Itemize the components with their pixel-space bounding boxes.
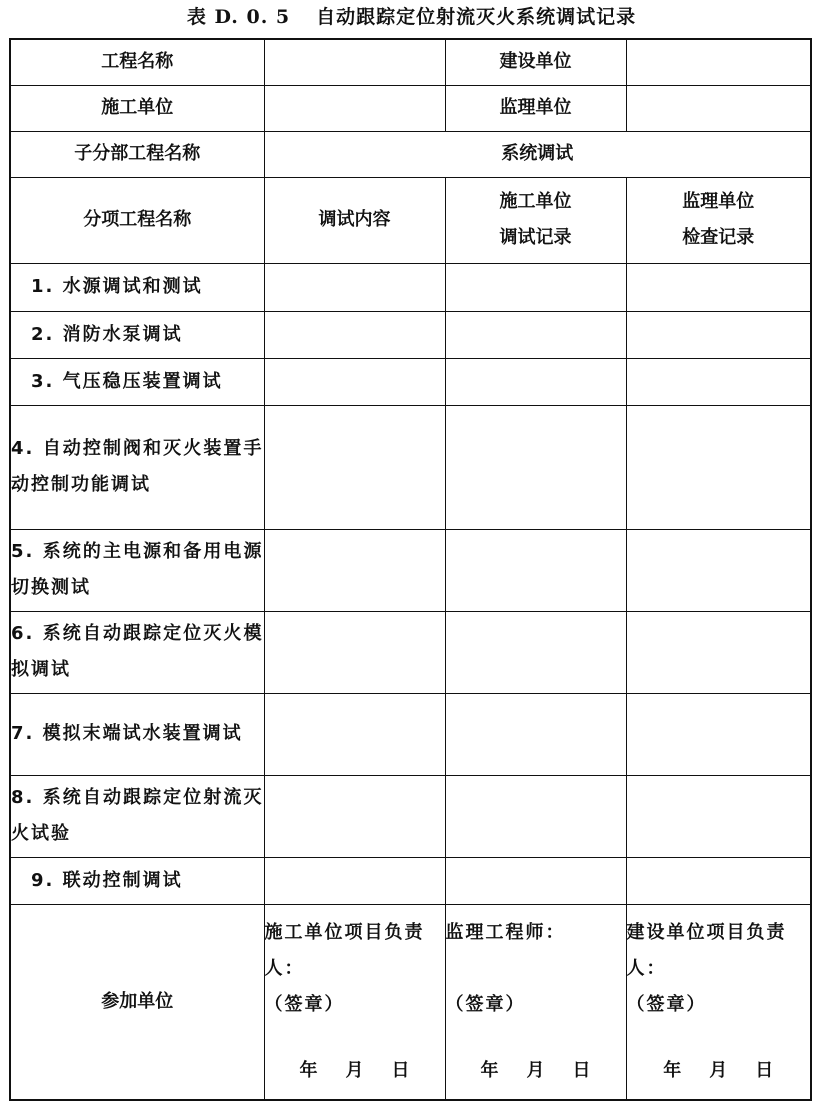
builder-signature-role: 施工单位项目负责人： [264, 921, 425, 979]
supervisor-record-header [626, 177, 811, 263]
table-number: 表 D. 0. 5 [186, 6, 291, 28]
project-name-field[interactable] [264, 39, 445, 85]
table-row [10, 358, 811, 405]
date-year: 年 [663, 1059, 682, 1081]
date-day: 日 [755, 1059, 774, 1081]
builder-record-cell[interactable] [445, 405, 626, 529]
builder-signature-seal: （签章） [264, 993, 345, 1015]
owner-signature-role: 建设单位项目负责人： [626, 921, 787, 979]
item-label: 6. 系统自动跟踪定位灭火模拟调试 [10, 611, 264, 693]
content-cell[interactable] [264, 529, 445, 611]
table-row [10, 311, 811, 358]
supervisor-signature-seal: （签章） [445, 993, 526, 1015]
date-month: 月 [345, 1059, 364, 1081]
date-day: 日 [391, 1059, 410, 1081]
item-label: 4. 自动控制阀和灭火装置手动控制功能调试 [10, 405, 264, 529]
item-label: 1. 水源调试和测试 [10, 263, 264, 311]
item-label: 5. 系统的主电源和备用电源切换测试 [10, 529, 264, 611]
table-name: 自动跟踪定位射流灭火系统调试记录 [316, 6, 637, 28]
row-column-headers [10, 177, 811, 263]
content-header: 调试内容 [264, 177, 445, 263]
table-row [10, 857, 811, 904]
row-project-name [10, 39, 811, 85]
builder-record-header-line1: 施工单位 [499, 191, 572, 212]
builder-record-cell[interactable] [445, 775, 626, 857]
supervisor-signature-spacer [446, 951, 626, 987]
supervisor-unit-label: 监理单位 [445, 85, 626, 131]
date-month: 月 [709, 1059, 728, 1081]
owner-signature-cell[interactable] [626, 904, 811, 1100]
builder-record-cell[interactable] [445, 611, 626, 693]
participants-label: 参加单位 [10, 904, 264, 1100]
builder-signature-cell[interactable] [264, 904, 445, 1100]
supervisor-record-cell[interactable] [626, 405, 811, 529]
sub-division-value: 系统调试 [264, 131, 811, 177]
supervisor-record-cell[interactable] [626, 611, 811, 693]
row-signatures [10, 904, 811, 1100]
table-row [10, 263, 811, 311]
item-label: 7. 模拟末端试水装置调试 [10, 693, 264, 775]
content-cell[interactable] [264, 611, 445, 693]
builder-record-header [445, 177, 626, 263]
builder-record-cell[interactable] [445, 263, 626, 311]
row-sub-division [10, 131, 811, 177]
content-cell[interactable] [264, 775, 445, 857]
supervisor-signature-date [446, 1053, 626, 1089]
construction-unit-field[interactable] [626, 39, 811, 85]
supervisor-record-cell[interactable] [626, 311, 811, 358]
supervisor-record-cell[interactable] [626, 693, 811, 775]
supervisor-record-cell[interactable] [626, 529, 811, 611]
supervisor-signature-role: 监理工程师： [445, 921, 566, 943]
builder-unit-label: 施工单位 [10, 85, 264, 131]
supervisor-record-header-line1: 监理单位 [682, 191, 755, 212]
builder-signature-date [265, 1053, 445, 1089]
supervisor-record-cell[interactable] [626, 358, 811, 405]
supervisor-signature-cell[interactable] [445, 904, 626, 1100]
table-row [10, 529, 811, 611]
item-label: 9. 联动控制调试 [10, 857, 264, 904]
date-year: 年 [299, 1059, 318, 1081]
construction-unit-label: 建设单位 [445, 39, 626, 85]
row-builder-unit [10, 85, 811, 131]
date-day: 日 [572, 1059, 591, 1081]
table-row [10, 611, 811, 693]
item-label: 2. 消防水泵调试 [10, 311, 264, 358]
owner-signature-date [627, 1053, 811, 1089]
table-row [10, 405, 811, 529]
supervisor-record-cell[interactable] [626, 857, 811, 904]
builder-record-cell[interactable] [445, 693, 626, 775]
supervisor-record-cell[interactable] [626, 263, 811, 311]
content-cell[interactable] [264, 263, 445, 311]
project-name-label: 工程名称 [10, 39, 264, 85]
builder-record-cell[interactable] [445, 358, 626, 405]
builder-record-cell[interactable] [445, 529, 626, 611]
document-title [0, 4, 823, 34]
table-row [10, 775, 811, 857]
supervisor-record-cell[interactable] [626, 775, 811, 857]
item-name-header: 分项工程名称 [10, 177, 264, 263]
sub-division-label: 子分部工程名称 [10, 131, 264, 177]
builder-record-cell[interactable] [445, 857, 626, 904]
table-row [10, 693, 811, 775]
supervisor-record-header-line2: 检查记录 [682, 227, 755, 248]
commissioning-record-table [9, 38, 812, 1101]
content-cell[interactable] [264, 857, 445, 904]
item-label: 3. 气压稳压装置调试 [10, 358, 264, 405]
content-cell[interactable] [264, 693, 445, 775]
content-cell[interactable] [264, 405, 445, 529]
content-cell[interactable] [264, 311, 445, 358]
builder-record-cell[interactable] [445, 311, 626, 358]
builder-unit-field[interactable] [264, 85, 445, 131]
supervisor-unit-field[interactable] [626, 85, 811, 131]
builder-record-header-line2: 调试记录 [499, 227, 572, 248]
content-cell[interactable] [264, 358, 445, 405]
owner-signature-seal: （签章） [626, 993, 707, 1015]
date-month: 月 [526, 1059, 545, 1081]
item-label: 8. 系统自动跟踪定位射流灭火试验 [10, 775, 264, 857]
date-year: 年 [480, 1059, 499, 1081]
